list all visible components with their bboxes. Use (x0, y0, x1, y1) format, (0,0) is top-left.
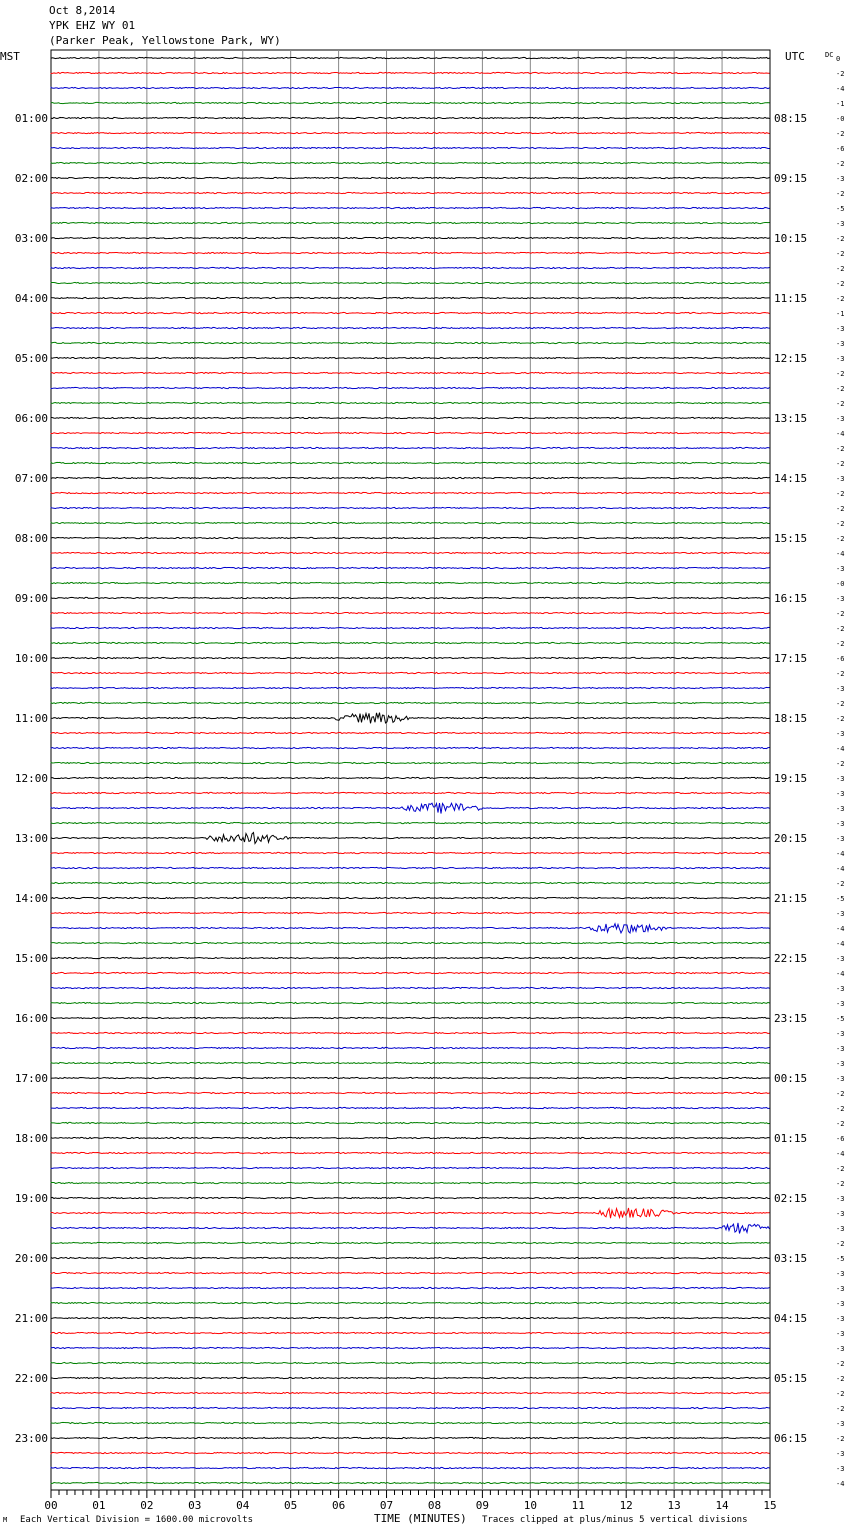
trace-row (51, 72, 770, 73)
chart-date: Oct 8,2014 (49, 4, 116, 17)
mst-hour-label: 12:00 (14, 772, 48, 785)
dc-offset-value: -3 (836, 1000, 845, 1008)
x-tick-label: 00 (44, 1499, 58, 1512)
trace-row (51, 1092, 770, 1093)
trace-row (51, 132, 770, 133)
trace-row (51, 462, 770, 463)
dc-offset-value: -3 (836, 730, 845, 738)
trace-row (51, 342, 770, 343)
trace-row (51, 1122, 770, 1123)
x-tick-label: 03 (188, 1499, 202, 1512)
trace-row (51, 803, 770, 814)
utc-hour-label: 10:15 (774, 232, 808, 245)
dc-offset-value: -2 (836, 1165, 845, 1173)
trace-row (51, 402, 770, 403)
utc-axis-label: UTC (785, 50, 805, 63)
trace-row (51, 1167, 770, 1168)
trace-row (51, 1377, 770, 1378)
x-tick-label: 01 (92, 1499, 106, 1512)
dc-offset-value: -2 (836, 610, 845, 618)
dc-offset-value: -3 (836, 220, 845, 228)
mst-hour-label: 17:00 (14, 1072, 48, 1085)
trace-row (51, 912, 770, 913)
trace-row (51, 1208, 770, 1218)
mst-hour-label: 05:00 (14, 352, 48, 365)
trace-row (51, 102, 770, 103)
dc-offset-value: -3 (836, 775, 845, 783)
mst-hour-label: 13:00 (14, 832, 48, 845)
dc-offset-value: -2 (836, 760, 845, 768)
dc-offset-value: -4 (836, 430, 845, 438)
dc-offset-value: -2 (836, 1405, 845, 1413)
dc-offset-value: -2 (836, 490, 845, 498)
trace-row (51, 177, 770, 178)
trace-row (51, 57, 770, 58)
utc-hour-label: 02:15 (774, 1192, 808, 1205)
trace-row (51, 897, 770, 898)
dc-offset-value: -4 (836, 550, 845, 558)
trace-row (51, 597, 770, 598)
dc-offset-value: -5 (836, 895, 845, 903)
dc-offset-value: -2 (836, 370, 845, 378)
dc-offset-value: -3 (836, 415, 845, 423)
x-tick-label: 12 (619, 1499, 633, 1512)
dc-offset-value: -4 (836, 850, 845, 858)
mst-hour-label: 09:00 (14, 592, 48, 605)
dc-offset-value: -2 (836, 505, 845, 513)
trace-row (51, 1257, 770, 1258)
dc-offset-value: -5 (836, 1255, 845, 1263)
trace-row (51, 1197, 770, 1198)
trace-row (51, 1182, 770, 1183)
dc-offset-value: -5 (836, 1015, 845, 1023)
mst-hour-label: 08:00 (14, 532, 48, 545)
dc-offset-value: -2 (836, 130, 845, 138)
dc-offset-value: -3 (836, 325, 845, 333)
trace-row (51, 762, 770, 763)
utc-hour-label: 18:15 (774, 712, 808, 725)
trace-row (51, 1422, 770, 1423)
mst-hour-label: 14:00 (14, 892, 48, 905)
trace-row (51, 192, 770, 193)
x-tick-label: 05 (284, 1499, 298, 1512)
utc-hour-label: 03:15 (774, 1252, 808, 1265)
x-tick-label: 07 (379, 1499, 394, 1512)
utc-hour-label: 05:15 (774, 1372, 808, 1385)
trace-row (51, 1467, 770, 1468)
trace-row (51, 1347, 770, 1348)
dc-offset-value: -3 (836, 565, 845, 573)
dc-offset-value: -3 (836, 1195, 845, 1203)
mst-hour-label: 22:00 (14, 1372, 48, 1385)
dc-offset-value: -2 (836, 460, 845, 468)
x-tick-label: 13 (667, 1499, 681, 1512)
dc-offset-value: -2 (836, 625, 845, 633)
trace-row (51, 687, 770, 688)
dc-offset-value: -2 (836, 160, 845, 168)
dc-offset-value: -3 (836, 1270, 845, 1278)
trace-row (51, 1137, 770, 1138)
x-tick-label: 10 (523, 1499, 537, 1512)
trace-row (51, 1152, 770, 1153)
trace-row (51, 147, 770, 148)
trace-row (51, 1047, 770, 1048)
dc-offset-value: -2 (836, 190, 845, 198)
dc-offset-value: -3 (836, 340, 845, 348)
x-tick-label: 14 (715, 1499, 729, 1512)
dc-offset-value: -2 (836, 1360, 845, 1368)
dc-offset-value: -0 (836, 115, 845, 123)
trace-row (51, 357, 770, 358)
trace-row (51, 747, 770, 748)
trace-row (51, 833, 770, 844)
dc-offset-value: -3 (836, 985, 845, 993)
dc-offset-value: -6 (836, 145, 845, 153)
trace-row (51, 87, 770, 88)
utc-hour-label: 06:15 (774, 1432, 808, 1445)
dc-offset-value: -3 (836, 1465, 845, 1473)
trace-row (51, 1287, 770, 1288)
utc-hour-label: 01:15 (774, 1132, 808, 1145)
trace-row (51, 372, 770, 373)
dc-offset-value: -2 (836, 1240, 845, 1248)
dc-offset-value: -2 (836, 520, 845, 528)
utc-hour-label: 00:15 (774, 1072, 808, 1085)
dc-offset-value: -2 (836, 670, 845, 678)
trace-row (51, 1332, 770, 1333)
dc-offset-value: -2 (836, 1180, 845, 1188)
trace-row (51, 282, 770, 283)
utc-hour-label: 23:15 (774, 1012, 808, 1025)
trace-row (51, 522, 770, 523)
trace-row (51, 537, 770, 538)
dc-offset-value: -2 (836, 880, 845, 888)
mst-hour-label: 10:00 (14, 652, 48, 665)
x-tick-label: 15 (763, 1499, 777, 1512)
mst-axis-label: MST (0, 50, 20, 63)
dc-offset-value: -5 (836, 205, 845, 213)
trace-row (51, 713, 770, 724)
mst-hour-label: 11:00 (14, 712, 48, 725)
dc-offset-value: -3 (836, 595, 845, 603)
trace-row (51, 732, 770, 733)
dc-offset-value: -2 (836, 640, 845, 648)
dc-offset-value: -3 (836, 175, 845, 183)
mst-hour-label: 18:00 (14, 1132, 48, 1145)
trace-row (51, 1002, 770, 1003)
trace-row (51, 312, 770, 313)
utc-hour-label: 04:15 (774, 1312, 808, 1325)
dc-offset-value: -3 (836, 805, 845, 813)
station-location: (Parker Peak, Yellowstone Park, WY) (49, 34, 281, 47)
trace-row (51, 1077, 770, 1078)
dc-offset-value: -2 (836, 1390, 845, 1398)
trace-row (51, 1362, 770, 1363)
utc-hour-label: 16:15 (774, 592, 808, 605)
dc-offset-value: -2 (836, 265, 845, 273)
trace-row (51, 432, 770, 433)
trace-row (51, 387, 770, 388)
trace-row (51, 972, 770, 973)
trace-row (51, 657, 770, 658)
trace-row (51, 507, 770, 508)
trace-row (51, 672, 770, 673)
dc-offset-value: -2 (836, 295, 845, 303)
mst-hour-label: 02:00 (14, 172, 48, 185)
mst-hour-label: 16:00 (14, 1012, 48, 1025)
scale-note: Each Vertical Division = 1600.00 microvolts (20, 1515, 253, 1525)
trace-row (51, 567, 770, 568)
dc-offset-value: -2 (836, 1120, 845, 1128)
dc-offset-value: -3 (836, 1420, 845, 1428)
dc-offset-value: -3 (836, 1300, 845, 1308)
x-tick-label: 11 (571, 1499, 585, 1512)
trace-row (51, 1272, 770, 1273)
dc-offset-value: -2 (836, 400, 845, 408)
x-tick-label: 08 (427, 1499, 442, 1512)
dc-offset-value: -4 (836, 925, 845, 933)
trace-row (51, 1317, 770, 1318)
trace-row (51, 162, 770, 163)
trace-row (51, 957, 770, 958)
dc-offset-value: -3 (836, 1210, 845, 1218)
dc-offset-value: -4 (836, 1150, 845, 1158)
dc-offset-value: -3 (836, 355, 845, 363)
trace-row (51, 1062, 770, 1063)
utc-hour-label: 13:15 (774, 412, 808, 425)
trace-row (51, 1032, 770, 1033)
corner-mark: M (3, 1516, 8, 1524)
dc-offset-value: -3 (836, 910, 845, 918)
utc-hour-label: 19:15 (774, 772, 808, 785)
dc-offset-value: -3 (836, 685, 845, 693)
dc-offset-value: -2 (836, 700, 845, 708)
dc-offset-value: -4 (836, 745, 845, 753)
trace-row (51, 1482, 770, 1483)
dc-offset-value: -3 (836, 1285, 845, 1293)
mst-hour-label: 19:00 (14, 1192, 48, 1205)
dc-offset-value: -2 (836, 1435, 845, 1443)
utc-hour-label: 17:15 (774, 652, 808, 665)
trace-row (51, 252, 770, 253)
utc-hour-label: 12:15 (774, 352, 808, 365)
trace-row (51, 582, 770, 583)
trace-row (51, 297, 770, 298)
trace-row (51, 1452, 770, 1453)
dc-offset-value: -3 (836, 1225, 845, 1233)
trace-row (51, 942, 770, 943)
dc-offset-value: -4 (836, 865, 845, 873)
trace-row (51, 822, 770, 823)
trace-row (51, 792, 770, 793)
dc-offset-value: -3 (836, 1330, 845, 1338)
trace-row (51, 987, 770, 988)
dc-offset-value: -0 (836, 580, 845, 588)
trace-row (51, 492, 770, 493)
x-tick-label: 02 (140, 1499, 154, 1512)
dc-offset-value: -3 (836, 1315, 845, 1323)
trace-row (51, 222, 770, 223)
trace-row (51, 852, 770, 853)
utc-hour-label: 11:15 (774, 292, 808, 305)
dc-offset-value: -6 (836, 655, 845, 663)
dc-offset-value: -3 (836, 1045, 845, 1053)
dc-offset-value: -3 (836, 1450, 845, 1458)
dc-offset-value: -4 (836, 940, 845, 948)
dc-label: DC (825, 51, 834, 59)
mst-hour-label: 04:00 (14, 292, 48, 305)
dc-offset-value: -2 (836, 715, 845, 723)
trace-row (51, 1392, 770, 1393)
dc-offset-value: -3 (836, 475, 845, 483)
mst-hour-label: 03:00 (14, 232, 48, 245)
x-tick-label: 06 (331, 1499, 346, 1512)
utc-hour-label: 21:15 (774, 892, 808, 905)
utc-hour-label: 20:15 (774, 832, 808, 845)
trace-row (51, 447, 770, 448)
utc-hour-label: 08:15 (774, 112, 808, 125)
mst-hour-label: 20:00 (14, 1252, 48, 1265)
trace-row (51, 612, 770, 613)
dc-offset-value: -2 (836, 1090, 845, 1098)
trace-row (51, 1223, 770, 1234)
mst-hour-label: 15:00 (14, 952, 48, 965)
clip-note: Traces clipped at plus/minus 5 vertical divisions (482, 1515, 748, 1525)
trace-row (51, 552, 770, 553)
mst-hour-label: 23:00 (14, 1432, 48, 1445)
trace-row (51, 1407, 770, 1408)
trace-row (51, 1302, 770, 1303)
trace-row (51, 327, 770, 328)
trace-row (51, 237, 770, 238)
utc-hour-label: 14:15 (774, 472, 808, 485)
dc-offset-value: -2 (836, 1105, 845, 1113)
trace-row (51, 924, 770, 933)
trace-row (51, 1437, 770, 1438)
trace-row (51, 882, 770, 883)
trace-row (51, 1107, 770, 1108)
mst-hour-label: 01:00 (14, 112, 48, 125)
x-tick-label: 04 (236, 1499, 250, 1512)
dc-offset-value: -3 (836, 1030, 845, 1038)
dc-offset-value: -1 (836, 100, 845, 108)
trace-row (51, 207, 770, 208)
trace-row (51, 417, 770, 418)
dc-offset-value: -2 (836, 280, 845, 288)
dc-offset-value: -4 (836, 970, 845, 978)
trace-row (51, 477, 770, 478)
trace-row (51, 777, 770, 778)
trace-row (51, 267, 770, 268)
trace-row (51, 1017, 770, 1018)
dc-offset-value: -2 (836, 250, 845, 258)
dc-offset-value: -2 (836, 535, 845, 543)
dc-offset-value: -2 (836, 235, 845, 243)
trace-row (51, 627, 770, 628)
dc-offset-value: -2 (836, 70, 845, 78)
dc-offset-value: -3 (836, 835, 845, 843)
mst-hour-label: 07:00 (14, 472, 48, 485)
dc-offset-value: -3 (836, 1060, 845, 1068)
dc-offset-value: -1 (836, 310, 845, 318)
trace-row (51, 117, 770, 118)
dc-offset-value: -3 (836, 790, 845, 798)
dc-offset-value: -6 (836, 1135, 845, 1143)
utc-hour-label: 15:15 (774, 532, 808, 545)
dc-offset-value: -4 (836, 85, 845, 93)
x-axis-label: TIME (MINUTES) (374, 1512, 467, 1525)
dc-offset-value: -2 (836, 385, 845, 393)
mst-hour-label: 21:00 (14, 1312, 48, 1325)
plot-frame (51, 50, 770, 1490)
trace-row (51, 702, 770, 703)
dc-offset-value: -3 (836, 820, 845, 828)
mst-hour-label: 06:00 (14, 412, 48, 425)
trace-row (51, 642, 770, 643)
trace-row (51, 867, 770, 868)
x-tick-label: 09 (475, 1499, 490, 1512)
utc-hour-label: 22:15 (774, 952, 808, 965)
dc-offset-value: -2 (836, 445, 845, 453)
dc-offset-value: -3 (836, 1345, 845, 1353)
dc-offset-value: 0 (836, 55, 841, 63)
dc-offset-value: -3 (836, 1075, 845, 1083)
dc-offset-value: -3 (836, 955, 845, 963)
utc-hour-label: 09:15 (774, 172, 808, 185)
dc-offset-value: -4 (836, 1480, 845, 1488)
dc-offset-value: -2 (836, 1375, 845, 1383)
station-code: YPK EHZ WY 01 (49, 19, 136, 32)
trace-row (51, 1242, 770, 1243)
